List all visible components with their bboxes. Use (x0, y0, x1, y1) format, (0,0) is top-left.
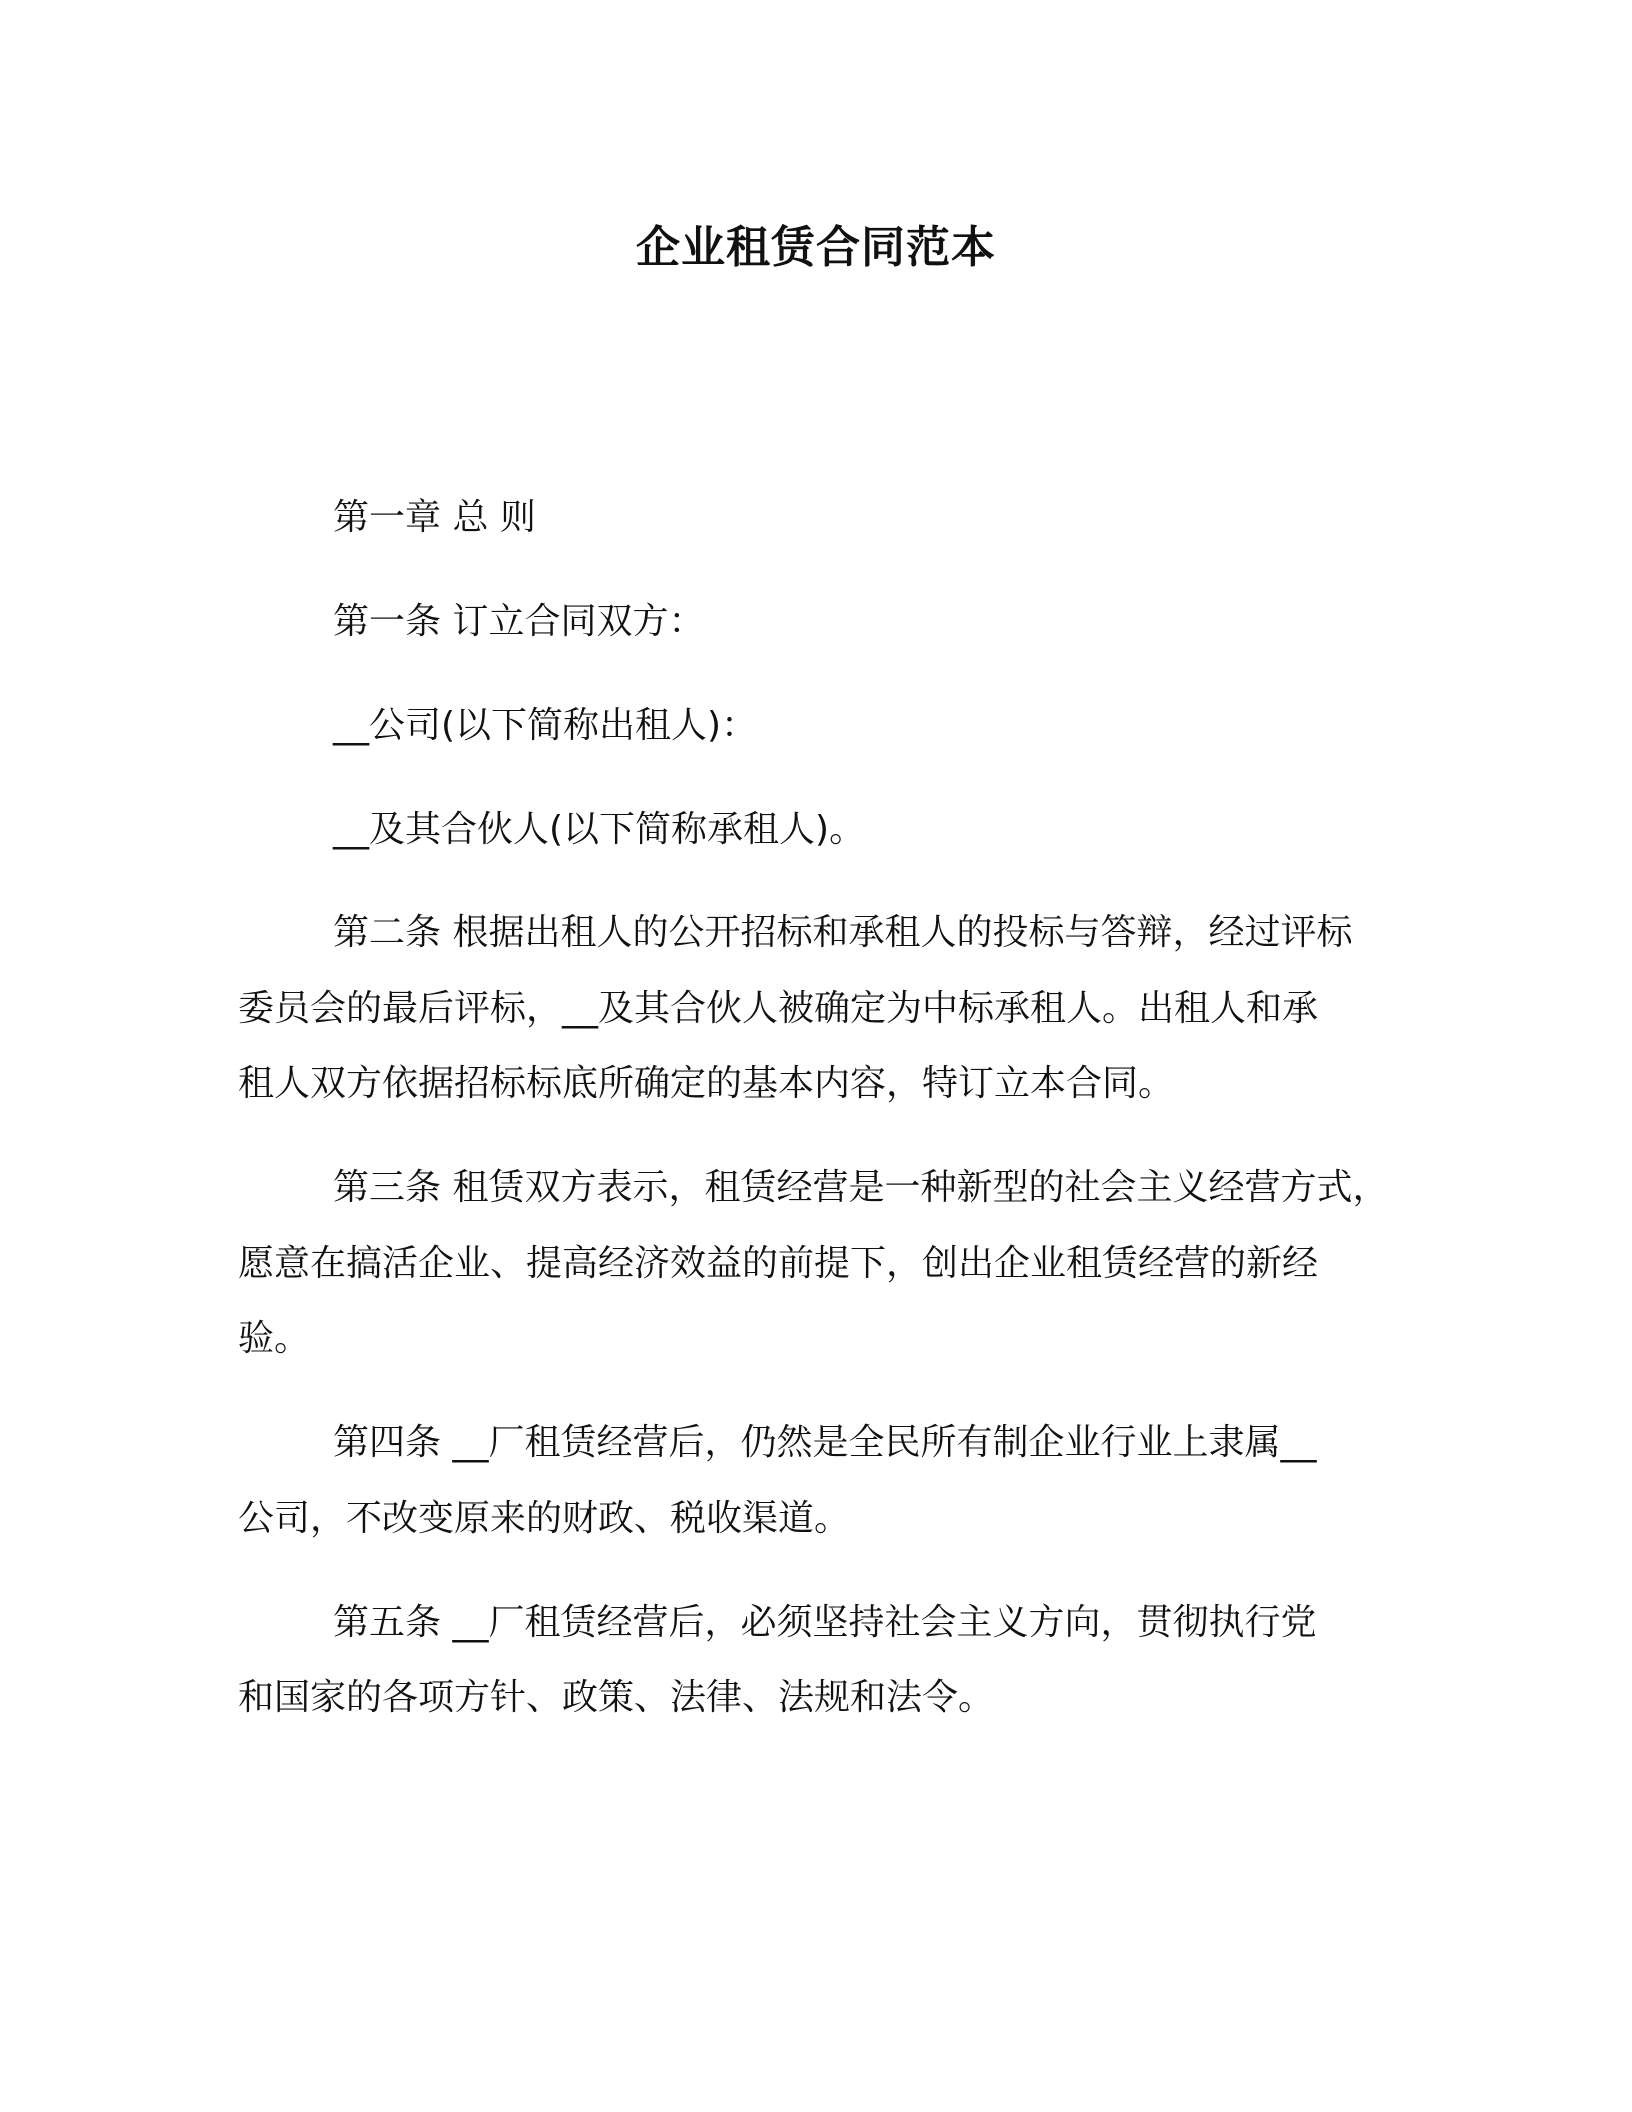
article-3-line-1: 第三条 租赁双方表示，租赁经营是一种新型的社会主义经营方式， (333, 1167, 1389, 1208)
article-5-line-1: 第五条 __厂租赁经营后，必须坚持社会主义方向，贯彻执行党 (333, 1602, 1317, 1643)
article-2-line-1: 第二条 根据出租人的公开招标和承租人的投标与答辩，经过评标 (333, 912, 1353, 953)
article-3-line-2: 愿意在搞活企业、提高经济效益的前提下，创出企业租赁经营的新经 (238, 1243, 1319, 1284)
article-5-line-2: 和国家的各项方针、政策、法律、法规和法令。 (238, 1677, 995, 1718)
article-1-heading: 第一条 订立合同双方： (333, 601, 705, 642)
document-title: 企业租赁合同范本 (636, 222, 996, 273)
chapter-heading: 第一章 总 则 (333, 497, 536, 538)
article-2-line-3: 租人双方依据招标标底所确定的基本内容，特订立本合同。 (238, 1063, 1175, 1104)
article-3-line-3: 验。 (238, 1318, 311, 1359)
article-4-line-2: 公司，不改变原来的财政、税收渠道。 (238, 1498, 851, 1539)
article-4-line-1: 第四条 __厂租赁经营后，仍然是全民所有制企业行业上隶属__ (333, 1422, 1317, 1463)
lessee-line: __及其合伙人(以下简称承租人)。 (333, 809, 866, 850)
article-2-line-2: 委员会的最后评标，__及其合伙人被确定为中标承租人。出租人和承 (238, 988, 1319, 1029)
lessor-line: __公司(以下简称出租人)： (333, 705, 758, 746)
